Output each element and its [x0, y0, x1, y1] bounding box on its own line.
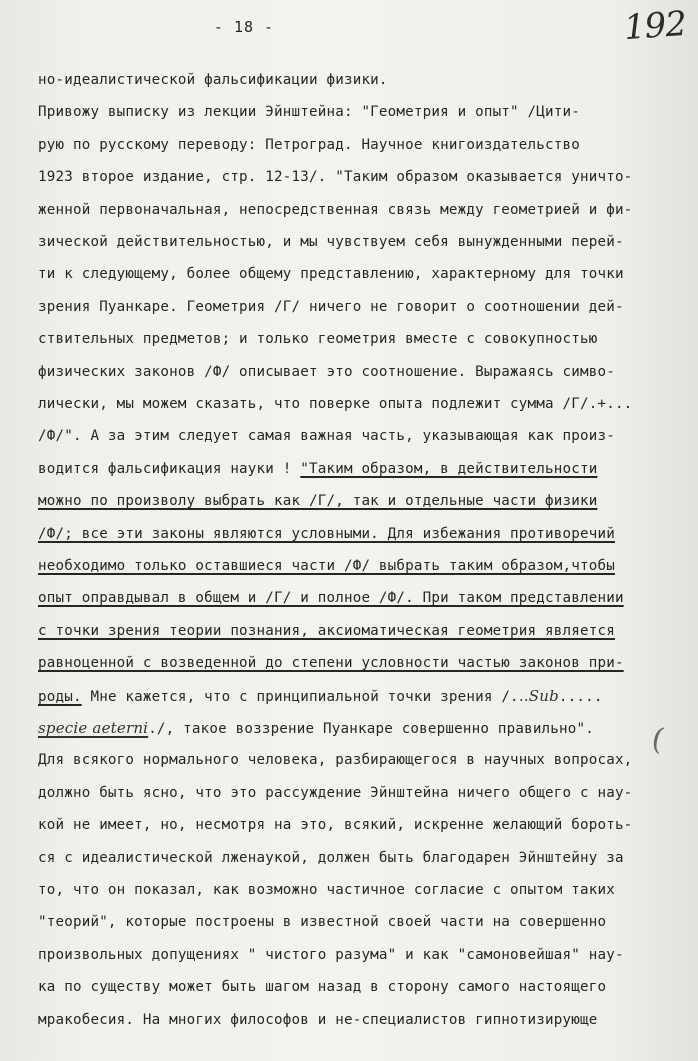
page-number: - 18 - — [213, 18, 275, 36]
text-fragment: Для всякого нормального человека, разбирающегося в научных вопросах, — [38, 752, 633, 769]
text-line — [38, 457, 597, 481]
text-line — [38, 554, 615, 578]
text-fragment: ствительных предметов; и только геометрия вместе с совокупностью — [38, 331, 598, 348]
text-line — [38, 262, 624, 286]
text-line — [38, 133, 580, 157]
text-fragment: Привожу выписку из лекции Эйнштейна: "Геометрия и опыт" /Цити- — [38, 104, 580, 121]
pencil-margin-mark: ( — [648, 721, 668, 758]
text-line — [38, 846, 624, 870]
text-line — [38, 230, 624, 254]
archive-number-handwritten: 192 — [622, 3, 688, 49]
handwritten-insert: specie aeterni — [38, 719, 149, 737]
text-fragment: лически, мы можем сказать, что поверке опыта подлежит сумма /Г/.+... — [38, 396, 633, 412]
text-line — [38, 586, 624, 610]
text-fragment: рую по русскому переводу: Петроград. Научное книгоиздательство — [38, 136, 580, 153]
text-fragment: физических законов /Ф/ описывает это соотношение. Выражаясь симво- — [38, 363, 615, 380]
text-line — [38, 360, 615, 384]
text-line — [38, 748, 632, 772]
text-line — [38, 975, 606, 999]
text-line — [38, 489, 597, 513]
text-fragment: должно быть ясно, что это рассуждение Эйнштейна ничего общего с нау- — [38, 784, 633, 801]
text-fragment: ти к следующему, более общему представлению, характерному для точки — [38, 266, 624, 283]
text-fragment: ся с идеалистической лженаукой, должен быть благодарен Эйнштейну за — [38, 849, 624, 866]
text-fragment: зической действительностью, и мы чувствуем себя вынужденными перей- — [38, 234, 624, 250]
text-fragment: ..... — [558, 688, 603, 705]
text-line — [38, 198, 632, 222]
text-line — [38, 651, 624, 675]
text-line — [38, 619, 615, 643]
text-fragment: можно по произволу выбрать как /Г/, так и отдельные части физики — [38, 493, 598, 510]
text-fragment: равноценной с возведенной до степени условности частью законов при- — [38, 655, 624, 672]
handwritten-insert: ..Sub — [518, 686, 559, 705]
text-line — [38, 68, 388, 92]
text-fragment: то, что он показал, как возможно частичное согласие с опытом таких — [38, 882, 615, 898]
text-fragment: /Ф/". А за этим следует самая важная часть, указывающая как произ- — [38, 428, 615, 445]
text-line — [38, 684, 603, 708]
text-line — [38, 424, 615, 448]
text-fragment: необходимо только оставшиеся части /Ф/ выбрать таким образом,чтобы — [38, 558, 615, 574]
text-fragment: ка по существу может быть шагом назад в сторону самого настоящего — [38, 979, 607, 996]
text-fragment: Мне кажется, что с принципиальной точки зрения /. — [81, 688, 519, 705]
text-line — [38, 522, 615, 546]
text-fragment: с точки зрения теории познания, аксиоматическая геометрия является — [38, 622, 615, 639]
text-fragment: "Таким образом, в действительности — [300, 460, 598, 477]
text-fragment: ./, такое воззрение Пуанкаре совершенно правильно". — [148, 721, 595, 737]
text-fragment: женной первоначальная, непосредственная связь между геометрией и фи- — [38, 201, 633, 218]
text-line — [38, 165, 632, 189]
text-fragment: "теорий", которые построены в известной своей части на совершенно — [38, 914, 607, 931]
text-fragment: произвольных допущениях " чистого разума" и как "самоновейшая" нау- — [38, 946, 624, 963]
text-fragment: опыт оправдывал в общем и /Г/ и полное /Ф/. При таком представлении — [38, 590, 624, 607]
text-line — [38, 1008, 597, 1032]
text-fragment: мракобесия. На многих философов и не-специалистов гипнотизирующе — [38, 1011, 598, 1028]
text-line — [38, 100, 580, 124]
text-line — [38, 943, 624, 967]
text-fragment: зрения Пуанкаре. Геометрия /Г/ ничего не говорит о соотношении дей- — [38, 298, 624, 315]
text-fragment: /Ф/; все эти законы являются условными. Для избежания противоречий — [38, 525, 615, 542]
text-fragment: роды. — [38, 688, 82, 705]
text-line — [38, 813, 632, 837]
text-line — [38, 392, 632, 416]
text-fragment: кой не имеет, но, несмотря на это, всякий, искренне желающий бороть- — [38, 817, 633, 834]
text-line — [38, 910, 606, 934]
text-fragment: водится фальсификация науки ! — [38, 460, 301, 477]
text-fragment: но-идеалистической фальсификации физики. — [38, 72, 388, 88]
text-line — [38, 716, 594, 740]
text-fragment: 1923 второе издание, стр. 12-13/. "Таким образом оказывается уничто- — [38, 169, 633, 186]
text-line — [38, 295, 624, 319]
text-line — [38, 327, 597, 351]
text-line — [38, 781, 632, 805]
text-line — [38, 878, 615, 902]
